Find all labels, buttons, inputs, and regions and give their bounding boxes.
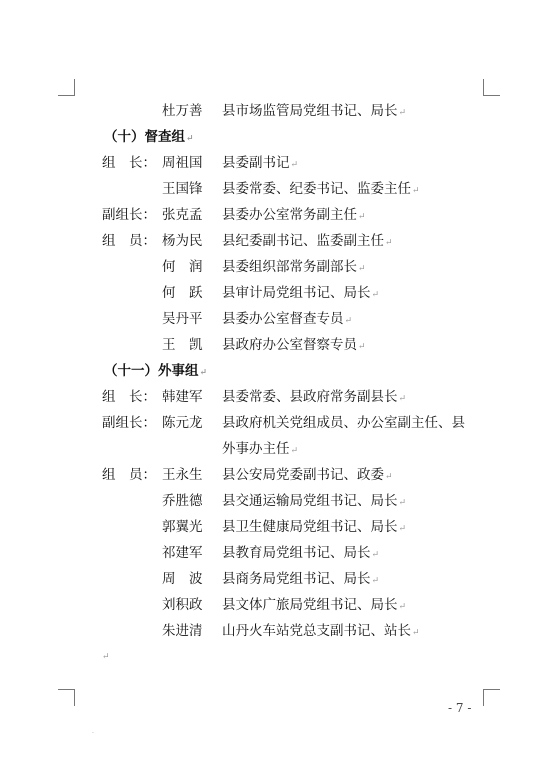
- member-duty: 县市场监管局党组书记、局长↵: [222, 103, 407, 119]
- member-duty: 县公安局党委副书记、政委↵: [222, 467, 393, 483]
- paragraph-mark: ↵: [199, 368, 208, 378]
- paragraph-mark: ↵: [398, 394, 407, 404]
- member-name: 吴丹平: [162, 311, 203, 327]
- member-role: 副组长：: [102, 207, 156, 223]
- member-duty: 县委办公室督查专员↵: [222, 311, 353, 327]
- member-duty: 县审计局党组书记、局长↵: [222, 285, 380, 301]
- member-duty: 山丹火车站党总支副书记、站长↵: [222, 623, 420, 639]
- member-name: 何 润: [162, 259, 203, 275]
- member-duty: 外事办主任↵: [222, 441, 299, 457]
- member-duty: 县交通运输局党组书记、局长↵: [222, 493, 407, 509]
- member-name: 韩建军: [162, 389, 203, 405]
- paragraph-mark: ↵: [290, 160, 299, 170]
- paragraph-mark: ↵: [102, 652, 110, 662]
- member-role: 组 员：: [102, 233, 156, 249]
- member-duty: 县委常委、县政府常务副县长↵: [222, 389, 407, 405]
- member-duty: 县委副书记↵: [222, 155, 299, 171]
- member-duty: 县文体广旅局党组书记、局长↵: [222, 597, 407, 613]
- paragraph-mark: ↵: [186, 134, 194, 144]
- member-role: 组 员：: [102, 467, 156, 483]
- member-duty: 县委组织部常务副部长↵: [222, 259, 366, 275]
- member-name: 周 波: [162, 571, 203, 587]
- paragraph-mark: ↵: [371, 576, 380, 586]
- member-name: 周祖国: [162, 155, 203, 171]
- member-role: 组 长：: [102, 389, 156, 405]
- paragraph-mark: ↵: [398, 524, 407, 534]
- paragraph-mark: ↵: [371, 550, 380, 560]
- paragraph-mark: ↵: [398, 602, 407, 612]
- paragraph-mark: ↵: [385, 472, 393, 482]
- paragraph-mark: ↵: [412, 628, 420, 638]
- section-title: （十一）外事组↵: [104, 363, 208, 379]
- member-duty: 县商务局党组书记、局长↵: [222, 571, 380, 587]
- member-duty: 县政府办公室督察专员↵: [222, 337, 366, 353]
- member-name: 杜万善: [162, 103, 203, 119]
- paragraph-mark: ↵: [371, 290, 380, 300]
- paragraph-mark: ↵: [358, 212, 366, 222]
- crop-mark-bottom-right: [483, 689, 500, 706]
- member-name: 王国锋: [162, 181, 203, 197]
- section-title: （十）督查组↵: [104, 129, 194, 145]
- paragraph-mark: ↵: [344, 316, 353, 326]
- member-name: 杨为民: [162, 233, 203, 249]
- member-role: 副组长：: [102, 415, 156, 431]
- member-name: 陈元龙: [162, 415, 203, 431]
- member-duty: 县委常委、纪委书记、监委主任↵: [222, 181, 420, 197]
- crop-mark-top-left: [58, 79, 75, 96]
- member-duty: 县政府机关党组成员、办公室副主任、县: [222, 415, 465, 431]
- member-name: 何 跃: [162, 285, 203, 301]
- member-name: 祁建军: [162, 545, 203, 561]
- member-name: 朱进清: [162, 623, 203, 639]
- crop-mark-bottom-left: [58, 689, 75, 706]
- paragraph-mark: ↵: [290, 446, 299, 456]
- paragraph-mark: ↵: [398, 498, 407, 508]
- member-name: 刘积政: [162, 597, 203, 613]
- member-duty: 县卫生健康局党组书记、局长↵: [222, 519, 407, 535]
- member-duty: 县委办公室常务副主任↵: [222, 207, 366, 223]
- member-duty: 县纪委副书记、监委副主任↵: [222, 233, 393, 249]
- member-name: 王 凯: [162, 337, 203, 353]
- member-duty: 县教育局党组书记、局长↵: [222, 545, 380, 561]
- member-name: 乔胜德: [162, 493, 203, 509]
- page-number: - 7 -: [448, 701, 472, 715]
- paragraph-mark: ↵: [358, 342, 366, 352]
- member-name: 郭翼光: [162, 519, 203, 535]
- member-name: 张克孟: [162, 207, 203, 223]
- paragraph-mark: ↵: [385, 238, 393, 248]
- crop-mark-top-right: [483, 79, 500, 96]
- paragraph-mark: ↵: [398, 108, 407, 118]
- paragraph-mark: ↵: [412, 186, 420, 196]
- member-role: 组 长：: [102, 155, 156, 171]
- paragraph-mark: ↵: [358, 264, 366, 274]
- small-mark: .: [92, 728, 94, 735]
- member-name: 王永生: [162, 467, 203, 483]
